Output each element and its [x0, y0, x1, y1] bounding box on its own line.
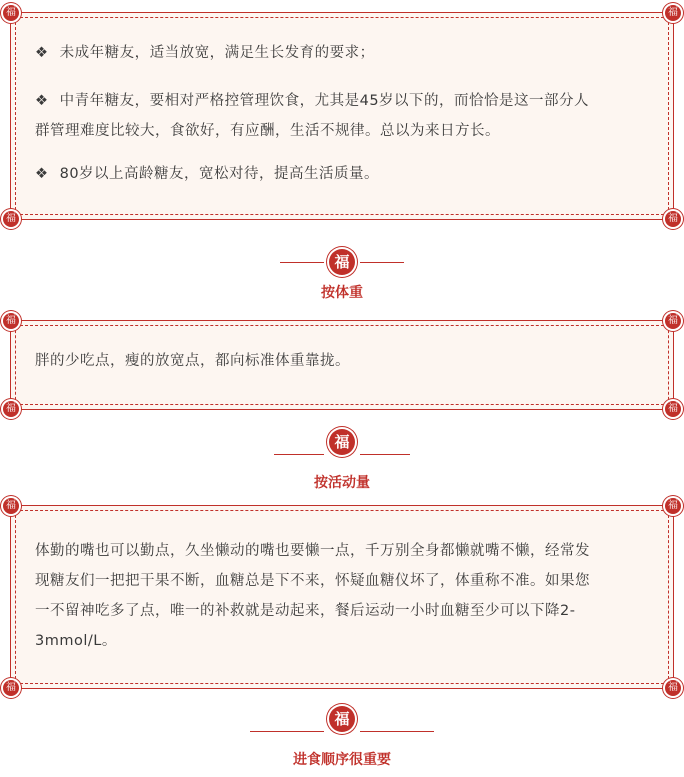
paragraph-line: 3mmol/L。: [35, 633, 117, 649]
corner-fu-icon: 福: [665, 401, 681, 417]
corner-fu-icon: 福: [3, 401, 19, 417]
diamond-bullet-icon: ❖: [35, 45, 49, 61]
header-rule-right: [360, 731, 434, 732]
corner-fu-icon: 福: [3, 680, 19, 696]
fu-emblem-icon: 福: [329, 706, 355, 732]
corner-fu-icon: 福: [3, 5, 19, 21]
corner-fu-icon: 福: [3, 211, 19, 227]
paragraph-line: 一不留神吃多了点，唯一的补救就是动起来，餐后运动一小时血糖至少可以下降2-: [35, 603, 576, 619]
paragraph-line: 现糖友们一把把干果不断，血糖总是下不来，怀疑血糖仪坏了，体重称不准。如果您: [35, 573, 590, 589]
header-rule-right: [360, 262, 404, 263]
corner-fu-icon: 福: [665, 498, 681, 514]
list-item: [35, 86, 649, 146]
list-item-text: 中青年糖友，要相对严格控管理饮食，尤其是45岁以下的，而恰恰是这一部分人: [59, 93, 590, 109]
section-title: 按体重: [321, 285, 363, 301]
corner-fu-icon: 福: [3, 313, 19, 329]
content-frame-2: [6, 315, 678, 414]
corner-fu-icon: 福: [3, 498, 19, 514]
diamond-bullet-icon: ❖: [35, 166, 49, 182]
section-header-weight: [0, 236, 684, 300]
list-item: [35, 162, 649, 183]
list-item-text: 80岁以上高龄糖友，宽松对待，提高生活质量。: [59, 166, 380, 182]
paragraph-line: 体勤的嘴也可以勤点，久坐懒动的嘴也要懒一点，千万别全身都懒就嘴不懒，经常发: [35, 543, 590, 559]
header-rule-left: [280, 262, 324, 263]
corner-fu-icon: 福: [665, 211, 681, 227]
section-header-eating-order: [0, 705, 684, 777]
content-frame-3: [6, 500, 678, 693]
section-title: 按活动量: [314, 475, 370, 491]
section-header-activity: [0, 428, 684, 492]
header-rule-left: [274, 454, 324, 455]
corner-fu-icon: 福: [665, 5, 681, 21]
list-item-text: 群管理难度比较大，食欲好，有应酬，生活不规律。总以为来日方长。: [35, 123, 500, 139]
fu-emblem-icon: 福: [329, 429, 355, 455]
bullet-list: [35, 41, 649, 183]
fu-emblem-icon: 福: [329, 249, 355, 275]
corner-fu-icon: 福: [665, 313, 681, 329]
paragraph: [35, 536, 649, 656]
section-title: 进食顺序很重要: [293, 752, 391, 768]
content-frame-1: [6, 7, 678, 224]
paragraph: 胖的少吃点，瘦的放宽点，都向标准体重靠拢。: [35, 353, 350, 369]
corner-fu-icon: 福: [665, 680, 681, 696]
header-rule-left: [250, 731, 324, 732]
diamond-bullet-icon: ❖: [35, 93, 49, 109]
header-rule-right: [360, 454, 410, 455]
list-item: [35, 41, 649, 62]
list-item-text: 未成年糖友，适当放宽，满足生长发育的要求；: [59, 45, 375, 61]
